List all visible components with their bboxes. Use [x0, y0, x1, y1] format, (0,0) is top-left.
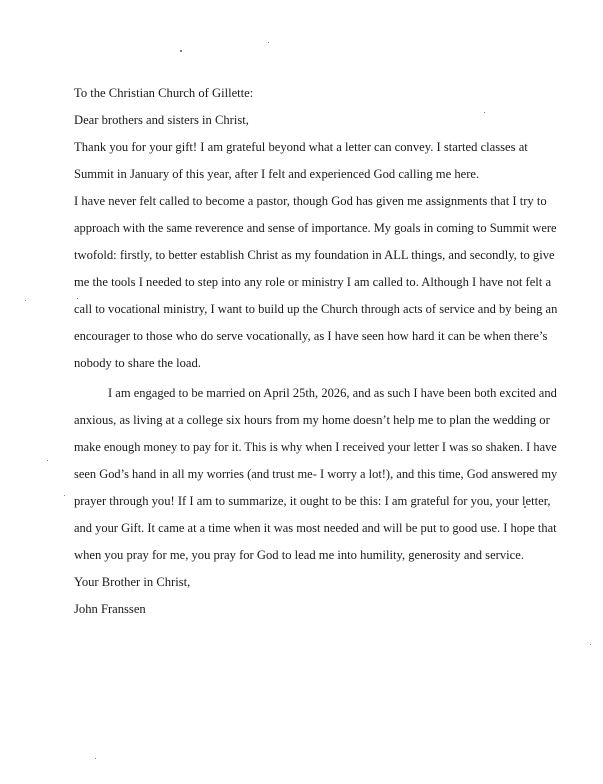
- body-line: call to vocational ministry, I want to build up the Church through acts of service and by being an: [74, 302, 558, 316]
- body-line: encourager to those who do serve vocationally, as I have seen how hard it can be when there’s: [74, 329, 548, 343]
- body-line: Summit in January of this year, after I felt and experienced God calling me here.: [74, 167, 480, 181]
- scan-speck: [77, 298, 78, 299]
- scan-speck: [590, 644, 591, 645]
- body-line: and your Gift. It came at a time when it was most needed and will be put to good use. I hope that: [74, 521, 557, 535]
- body-line: when you pray for me, you pray for God to lead me into humility, generosity and service.: [74, 548, 524, 562]
- signature: John Franssen: [74, 602, 146, 616]
- body-line: I have never felt called to become a pastor, though God has given me assignments that I try to: [74, 194, 547, 208]
- closing: Your Brother in Christ,: [74, 575, 191, 589]
- scan-speck: [25, 300, 26, 301]
- scan-speck: [484, 112, 485, 113]
- body-line: seen God’s hand in all my worries (and trust me- I worry a lot!), and this time, God answered my: [74, 467, 558, 481]
- salutation-church: To the Christian Church of Gillette:: [74, 86, 254, 100]
- body-line: nobody to share the load.: [74, 356, 201, 370]
- body-line: Thank you for your gift! I am grateful beyond what a letter can convey. I started classes at: [74, 140, 528, 154]
- body-line: anxious, as living at a college six hours from my home doesn’t help me to plan the wedding or: [74, 413, 550, 427]
- body-line: make enough money to pay for it. This is why when I received your letter I was so shaken. I have: [74, 440, 557, 454]
- salutation-greeting: Dear brothers and sisters in Christ,: [74, 113, 249, 127]
- scan-speck: [180, 50, 182, 52]
- body-line: prayer through you! If I am to summarize, it ought to be this: I am grateful for you, your letter,: [74, 494, 551, 508]
- body-line: approach with the same reverence and sense of importance. My goals in coming to Summit were: [74, 221, 557, 235]
- scan-speck: [268, 42, 269, 43]
- body-line: me the tools I needed to step into any role or ministry I am called to. Although I have not felt a: [74, 275, 552, 289]
- scan-speck: [95, 758, 96, 759]
- scan-speck: [47, 460, 48, 461]
- body-line: I am engaged to be married on April 25th, 2026, and as such I have been both excited and: [108, 386, 557, 400]
- scan-speck: [64, 495, 65, 496]
- body-line: twofold: firstly, to better establish Christ as my foundation in ALL things, and secondly, to give: [74, 248, 555, 262]
